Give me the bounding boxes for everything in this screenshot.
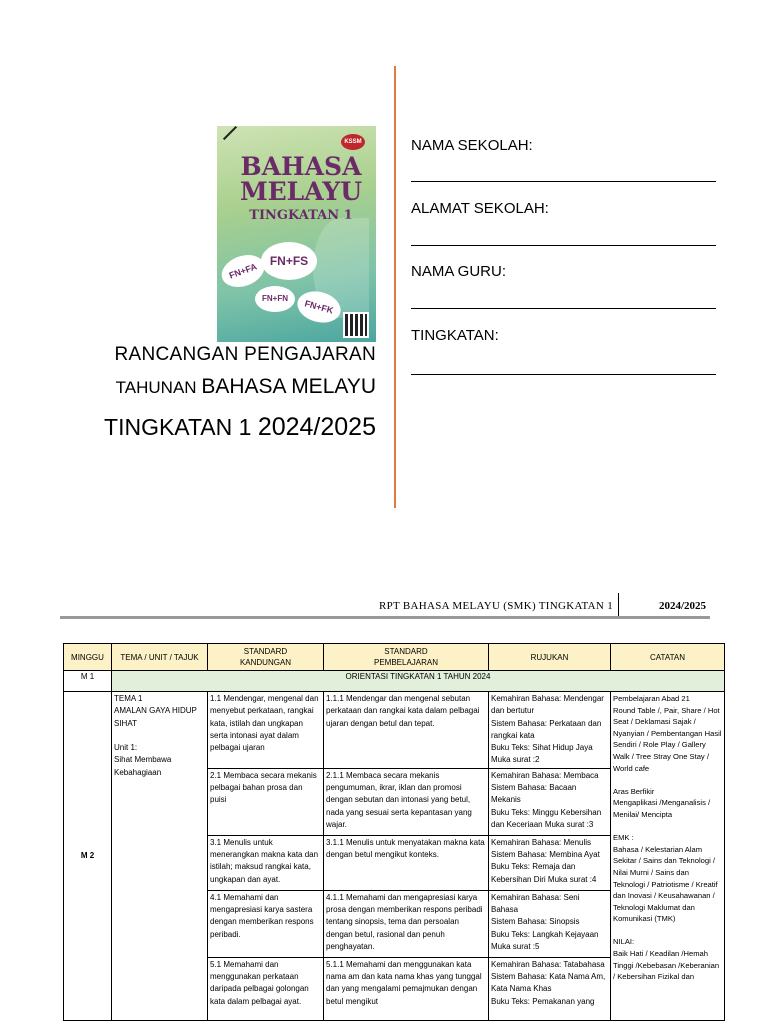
document-title-line3: [40, 410, 376, 444]
sk-cell: 3.1 Menulis untuk menerangkan makna kata dan istilah; maksud rangkai kata, ungkapan dan ayat.: [208, 835, 324, 890]
speech-bubble: FN+FN: [255, 286, 295, 312]
sp-cell: 2.1.1 Membaca secara mekanis pengumuman, ikrar, iklan dan promosi dengan sebutan dan intonasi yang betul, nada yang sesuai serta kepantasan yang wajar.: [324, 768, 489, 835]
tema-cell: TEMA 1 AMALAN GAYA HIDUP SIHAT Unit 1: Sihat Membawa Kebahagiaan: [112, 692, 208, 1021]
speech-bubble: FN+FA: [217, 249, 269, 292]
rujukan-cell: Kemahiran Bahasa: Menulis Sistem Bahasa: Membina Ayat Buku Teks: Remaja dan Kebersihan Diri Muka surat :4: [489, 835, 611, 890]
rujukan-cell: Kemahiran Bahasa: Mendengar dan bertutur Sistem Bahasa: Perkataan dan rangkai kata Buku Teks: Sihat Hidup Jaya Muka surat :2: [489, 692, 611, 769]
vertical-divider: [394, 66, 396, 508]
col-header-sk: STANDARD KANDUNGAN: [208, 644, 324, 671]
header-divider: [618, 593, 619, 618]
page-header-year: 2024/2025: [658, 600, 706, 612]
teacher-name-label: NAMA GURU:: [411, 263, 507, 280]
sk-cell: 4.1 Memahami dan mengapresiasi karya sastera dengan memberikan respons peribadi.: [208, 890, 324, 957]
col-header-sp: STANDARD PEMBELAJARAN: [324, 644, 489, 671]
week-cell: M 1: [64, 671, 112, 692]
col-header-rujukan: RUJUKAN: [489, 644, 611, 671]
title-form: TINGKATAN 1: [104, 414, 258, 440]
table-header-row: [64, 644, 725, 671]
school-address-line[interactable]: [411, 245, 716, 246]
col-header-tema: TEMA / UNIT / TAJUK: [112, 644, 208, 671]
week-cell: M 2: [64, 692, 112, 1021]
qr-code-icon: [343, 312, 369, 338]
school-name-line[interactable]: [411, 181, 716, 182]
teacher-name-line[interactable]: [411, 308, 716, 309]
school-name-label: NAMA SEKOLAH:: [411, 137, 533, 154]
document-title-line2: [40, 372, 376, 404]
speech-bubble: FN+FS: [261, 242, 317, 280]
rpt-table: [63, 643, 725, 1021]
page-header-title: RPT BAHASA MELAYU (SMK) TINGKATAN 1: [378, 600, 613, 612]
title-tahunan: TAHUNAN: [115, 378, 202, 397]
title-year: 2024/2025: [257, 413, 376, 441]
decorative-stroke: [223, 126, 237, 140]
table-row-m1: [64, 671, 725, 692]
sp-cell: 5.1.1 Memahami dan menggunakan kata nama am dan kata nama khas yang tunggal dan yang mengalami pemajmukan dengan betul mengikut: [324, 957, 489, 1020]
header-rule: [60, 616, 710, 619]
title-subject: BAHASA MELAYU: [201, 375, 376, 398]
rujukan-cell: Kemahiran Bahasa: Membaca Sistem Bahasa: Bacaan Mekanis Buku Teks: Minggu Kebersihan dan Keceriaan Muka surat :3: [489, 768, 611, 835]
speech-bubble: FN+FK: [294, 287, 344, 327]
col-header-minggu: MINGGU: [64, 644, 112, 671]
rujukan-cell: Kemahiran Bahasa: Tatabahasa Sistem Bahasa: Kata Nama Am, Kata Nama Khas Buku Teks: Pemakanan yang: [489, 957, 611, 1020]
kssm-badge: KSSM: [341, 134, 365, 150]
book-cover-subtitle: TINGKATAN 1: [249, 208, 353, 223]
form-line[interactable]: [411, 374, 716, 375]
orientation-cell: ORIENTASI TINGKATAN 1 TAHUN 2024: [112, 671, 725, 692]
catatan-cell: Pembelajaran Abad 21 Round Table /, Pair, Share / Hot Seat / Deklamasi Sajak / Nyanyian / Pembentangan Hasil Sendiri / Role Play / Gallery Walk / Tree Stray One Stay / World cafe Aras Berfikir Mengaplikasi /Menganalisis / Menilai/ Mencipta EMK : Bahasa / Kelestarian Alam Sekitar / Sains dan Teknologi / Nilai Murni / Sains dan Teknologi / Patriotisme / Kreatif dan Inovasi / Keusahawanan / Teknologi Maklumat dan Komunikasi (TMK) NILAI: Baik Hati / Keadilan /Hemah Tinggi /Kebebasan /Keberanian / Kebersihan Fizikal dan: [611, 692, 725, 1021]
document-title-line1: RANCANGAN PENGAJARAN: [114, 344, 376, 365]
sk-cell: 2.1 Membaca secara mekanis pelbagai bahan prosa dan puisi: [208, 768, 324, 835]
col-header-catatan: CATATAN: [611, 644, 725, 671]
book-cover-image: [217, 126, 376, 342]
sp-cell: 3.1.1 Menulis untuk menyatakan makna kata dengan betul mengikut konteks.: [324, 835, 489, 890]
sk-cell: 1.1 Mendengar, mengenal dan menyebut perkataan, rangkai kata, istilah dan ungkapan serta intonasi ayat dalam pelbagai ujaran: [208, 692, 324, 769]
sp-cell: 1.1.1 Mendengar dan mengenal sebutan perkataan dan rangkai kata dalam pelbagai ujaran dengan betul dan tepat.: [324, 692, 489, 769]
table-row: [64, 692, 725, 769]
sp-cell: 4.1.1 Memahami dan mengapresiasi karya prosa dengan memberikan respons peribadi tentang sinopsis, tema dan persoalan dengan betul, rasional dan penuh penghayatan.: [324, 890, 489, 957]
sk-cell: 5.1 Memahami dan menggunakan perkataan daripada pelbagai golongan kata dalam pelbagai ayat.: [208, 957, 324, 1020]
rujukan-cell: Kemahiran Bahasa: Seni Bahasa Sistem Bahasa: Sinopsis Buku Teks: Langkah Kejayaan Muka surat :5: [489, 890, 611, 957]
book-cover-title: BAHASA MELAYU: [239, 152, 363, 206]
form-label: TINGKATAN:: [411, 327, 499, 344]
school-address-label: ALAMAT SEKOLAH:: [411, 200, 549, 217]
